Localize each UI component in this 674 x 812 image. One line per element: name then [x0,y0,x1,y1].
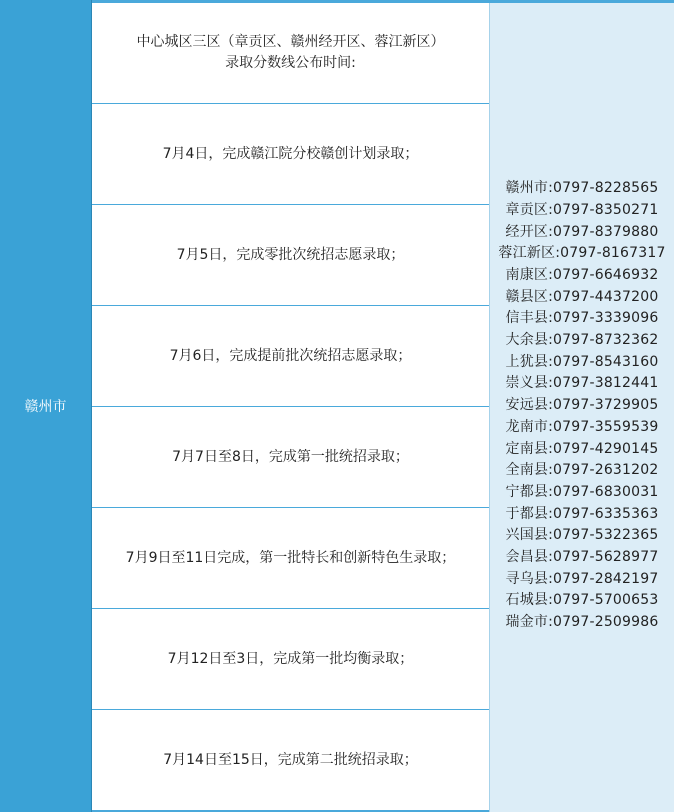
phone-item: 寻乌县:0797-2842197 [505,570,659,587]
schedule-row [92,0,489,104]
schedule-text: 7月7日至8日，完成第一批统招录取； [172,448,409,465]
phone-item: 龙南市:0797-3559539 [505,418,659,435]
phone-item: 宁都县:0797-6830031 [505,483,659,500]
schedule-row [92,609,489,710]
phone-item: 兴国县:0797-5322365 [505,527,659,544]
phone-column [490,0,674,812]
schedule-row [92,205,489,306]
schedule-row [92,306,489,407]
schedule-text: 录取分数线公布时间: [225,54,356,71]
phone-item: 经开区:0797-8379880 [505,223,659,240]
schedule-row [92,407,489,508]
phone-item: 石城县:0797-5700653 [505,592,659,609]
phone-item: 于都县:0797-6335363 [505,505,659,522]
phone-item: 南康区:0797-6646932 [505,266,659,283]
phone-item: 瑞金市:0797-2509986 [505,614,659,631]
phone-item: 崇义县:0797-3812441 [505,375,659,392]
phone-item: 全南县:0797-2631202 [505,462,659,479]
schedule-text: 中心城区三区（章贡区、赣州经开区、蓉江新区） [136,33,445,50]
schedule-text: 7月5日，完成零批次统招志愿录取； [176,246,405,263]
schedule-text: 7月6日，完成提前批次统招志愿录取； [169,347,412,364]
phone-item: 章贡区:0797-8350271 [505,201,659,218]
table-top-border [92,0,674,3]
phone-item: 定南县:0797-4290145 [505,440,659,457]
phone-item: 安远县:0797-3729905 [505,397,659,414]
schedule-text: 7月9日至11日完成，第一批特长和创新特色生录取； [125,549,456,566]
phone-list [498,178,665,634]
phone-item: 蓉江新区:0797-8167317 [498,245,666,262]
phone-item: 信丰县:0797-3339096 [505,310,659,327]
phone-item: 上犹县:0797-8543160 [505,353,659,370]
phone-item: 会昌县:0797-5628977 [505,549,659,566]
phone-item: 大余县:0797-8732362 [505,332,659,349]
city-label: 赣州市 [24,399,67,415]
schedule-column [92,0,490,812]
schedule-row [92,104,489,205]
schedule-row [92,508,489,609]
phone-item: 赣州市:0797-8228565 [505,180,659,197]
schedule-text: 7月12日至3日，完成第一批均衡录取； [167,650,414,667]
phone-item: 赣县区:0797-4437200 [505,288,659,305]
schedule-text: 7月4日，完成赣江院分校赣创计划录取； [162,145,419,162]
schedule-row [92,710,489,812]
schedule-text: 7月14日至15日，完成第二批统招录取； [163,751,418,768]
city-cell [0,0,92,812]
